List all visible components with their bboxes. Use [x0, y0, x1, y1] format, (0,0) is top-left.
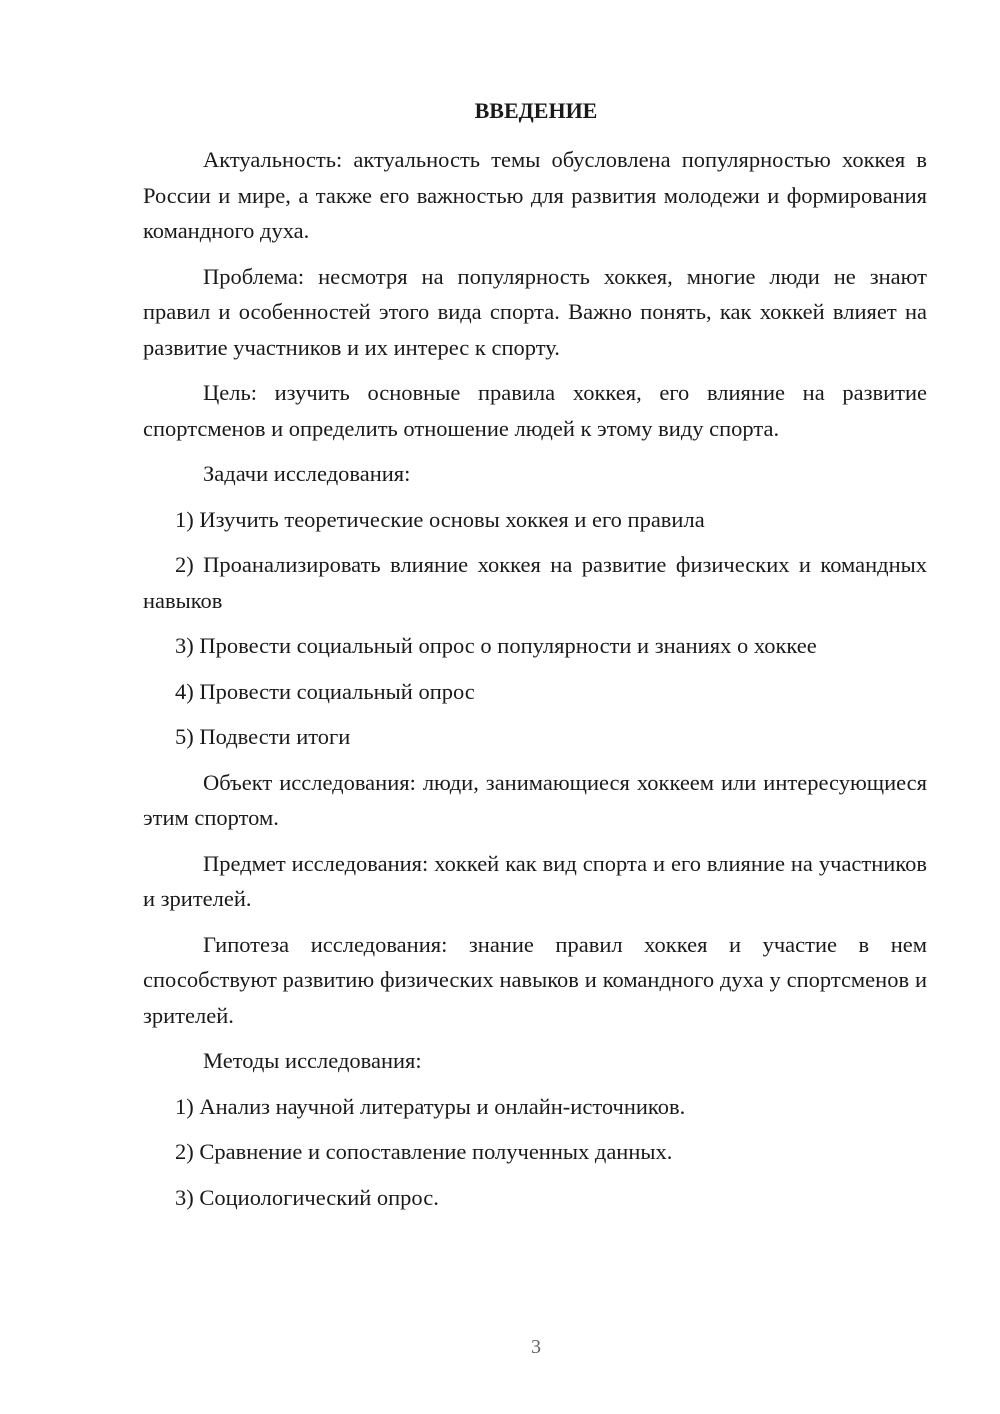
paragraph-problem: Проблема: несмотря на популярность хоккея, многие люди не знают правил и особенностей этого вида спорта. Важно понять, как хоккей влияет на развитие участников и их интерес к спорту. [143, 263, 927, 360]
paragraph-object: Объект исследования: люди, занимающиеся хоккеем или интересующиеся этим спортом. [143, 769, 927, 830]
paragraph-hypothesis: Гипотеза исследования: знание правил хоккея и участие в нем способствуют развитию физических навыков и командного духа у спортсменов и зрителей. [143, 931, 927, 1028]
paragraph-relevance: Актуальность: актуальность темы обусловлена популярностью хоккея в России и мире, а также его важностью для развития молодежи и формирования командного духа. [143, 147, 927, 243]
methods-heading: Методы исследования: [203, 1048, 422, 1073]
task-item-3: 3) Провести социальный опрос о популярности и знаниях о хоккее [175, 633, 817, 658]
task-item-2: 2) Проанализировать влияние хоккея на развитие физических и командных навыков [143, 552, 927, 613]
method-item-3: 3) Социологический опрос. [175, 1184, 439, 1210]
method-item-2: 2) Сравнение и сопоставление полученных данных. [175, 1139, 673, 1164]
task-item-4: 4) Провести социальный опрос [175, 678, 475, 704]
tasks-heading: Задачи исследования: [203, 461, 411, 486]
document-body [143, 142, 927, 1225]
method-item-1: 1) Анализ научной литературы и онлайн-источников. [175, 1093, 686, 1119]
page-number: 3 [531, 1336, 541, 1358]
task-item-1: 1) Изучить теоретические основы хоккея и его правила [175, 506, 705, 532]
page-title: ВВЕДЕНИЕ [474, 98, 598, 123]
task-item-5: 5) Подвести итоги [175, 724, 351, 749]
paragraph-subject: Предмет исследования: хоккей как вид спорта и его влияние на участников и зрителей. [143, 850, 927, 911]
paragraph-goal: Цель: изучить основные правила хоккея, его влияние на развитие спортсменов и определить отношение людей к этому виду спорта. [143, 380, 927, 441]
